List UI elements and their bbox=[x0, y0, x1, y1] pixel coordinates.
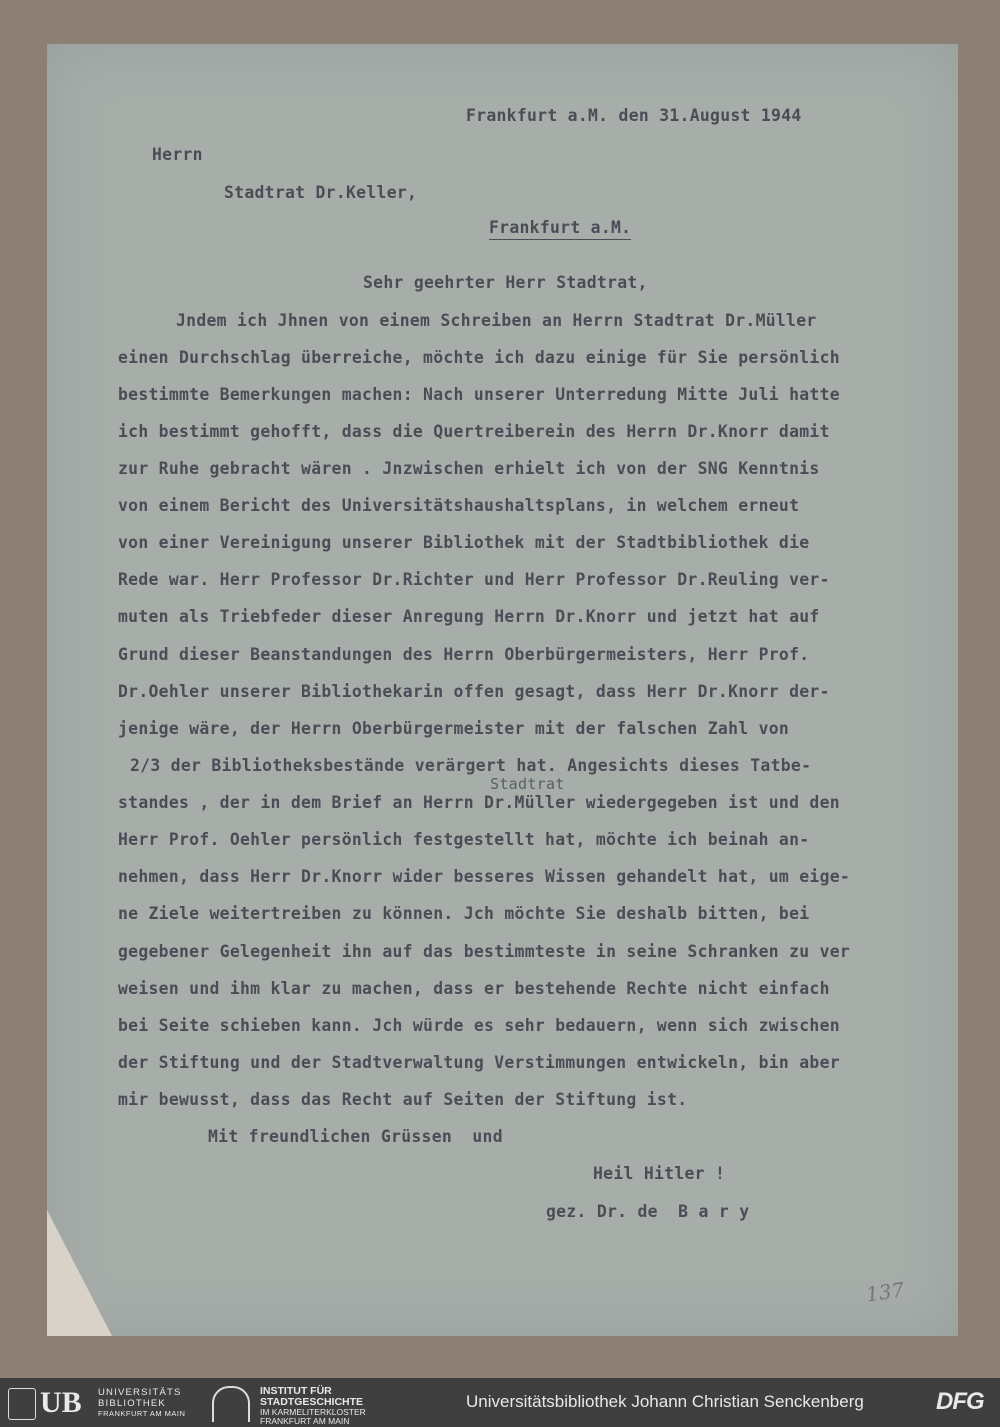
recipient-city: Frankfurt a.M. bbox=[489, 218, 631, 240]
footer-bar bbox=[0, 1378, 1000, 1427]
interlinear-insert: Stadtrat bbox=[490, 775, 565, 793]
body-line: standes , der in dem Brief an Herrn Dr.Müller wiedergegeben ist und den bbox=[118, 793, 840, 812]
body-line: bestimmte Bemerkungen machen: Nach unserer Unterredung Mitte Juli hatte bbox=[118, 385, 840, 404]
body-line: der Stiftung und der Stadtverwaltung Verstimmungen entwickeln, bin aber bbox=[118, 1053, 840, 1072]
body-line: einen Durchschlag überreiche, möchte ich dazu einige für Sie persönlich bbox=[118, 348, 840, 367]
date-line: Frankfurt a.M. den 31.August 1944 bbox=[466, 106, 802, 125]
ifs-line: STADTGESCHICHTE bbox=[260, 1396, 364, 1408]
ub-line: BIBLIOTHEK bbox=[98, 1397, 166, 1409]
body-line: Dr.Oehler unserer Bibliothekarin offen gesagt, dass Herr Dr.Knorr der- bbox=[118, 682, 830, 701]
body-line: gegebener Gelegenheit ihn auf das bestimmteste in seine Schranken zu ver bbox=[118, 942, 851, 961]
body-line: ne Ziele weitertreiben zu können. Jch möchte Sie deshalb bitten, bei bbox=[118, 904, 810, 923]
body-line: bei Seite schieben kann. Jch würde es sehr bedauern, wenn sich zwischen bbox=[118, 1016, 840, 1035]
ifs-text bbox=[260, 1386, 366, 1426]
closing-salute: Heil Hitler ! bbox=[593, 1164, 726, 1183]
body-line: zur Ruhe gebracht wären . Jnzwischen erhielt ich von der SNG Kenntnis bbox=[118, 459, 820, 478]
body-line: Herr Prof. Oehler persönlich festgestellt hat, möchte ich beinah an- bbox=[118, 830, 810, 849]
ifs-line: IM KARMELITERKLOSTER bbox=[260, 1407, 366, 1417]
ub-mark: UB bbox=[40, 1386, 82, 1419]
body-line: mir bewusst, dass das Recht auf Seiten der Stiftung ist. bbox=[118, 1090, 688, 1109]
body-line: von einer Vereinigung unserer Bibliothek mit der Stadtbibliothek die bbox=[118, 533, 810, 552]
body-line: 2/3 der Bibliotheksbestände verärgert hat. Angesichts dieses Tatbe- bbox=[130, 756, 812, 775]
body-line: Rede war. Herr Professor Dr.Richter und Herr Professor Dr.Reuling ver- bbox=[118, 570, 830, 589]
ub-logo[interactable] bbox=[8, 1384, 198, 1422]
recipient-name: Stadtrat Dr.Keller, bbox=[224, 183, 418, 202]
signature: gez. Dr. de B a r y bbox=[546, 1202, 750, 1221]
closing: Mit freundlichen Grüssen und bbox=[208, 1127, 503, 1146]
body-line: muten als Triebfeder dieser Anregung Herrn Dr.Knorr und jetzt hat auf bbox=[118, 607, 820, 626]
body-line: nehmen, dass Herr Dr.Knorr wider besseres Wissen gehandelt hat, um eige- bbox=[118, 867, 851, 886]
pencil-folio-number: 137 bbox=[864, 1277, 906, 1307]
seal-icon bbox=[8, 1388, 36, 1420]
body-line: Grund dieser Beanstandungen des Herrn Oberbürgermeisters, Herr Prof. bbox=[118, 645, 810, 664]
body-line: Jndem ich Jhnen von einem Schreiben an Herrn Stadtrat Dr.Müller bbox=[176, 311, 817, 330]
ub-line: FRANKFURT AM MAIN bbox=[98, 1409, 186, 1418]
dfg-logo[interactable]: DFG bbox=[936, 1388, 984, 1415]
ifs-line: INSTITUT FÜR bbox=[260, 1385, 332, 1397]
body-line: von einem Bericht des Universitätshaushaltsplans, in welchem erneut bbox=[118, 496, 800, 515]
ub-text bbox=[98, 1388, 185, 1420]
body-line: ich bestimmt gehofft, dass die Quertreiberein des Herrn Dr.Knorr damit bbox=[118, 422, 830, 441]
body-line: jenige wäre, der Herrn Oberbürgermeister mit der falschen Zahl von bbox=[118, 719, 790, 738]
arch-icon bbox=[212, 1386, 250, 1422]
salutation-herr: Herrn bbox=[152, 145, 203, 164]
footer-library-name: Universitätsbibliothek Johann Christian Senckenberg bbox=[466, 1392, 864, 1411]
ifs-logo[interactable] bbox=[212, 1384, 412, 1426]
greeting: Sehr geehrter Herr Stadtrat, bbox=[363, 273, 648, 292]
ifs-line: FRANKFURT AM MAIN bbox=[260, 1416, 350, 1426]
ub-line: UNIVERSITÄTS bbox=[98, 1387, 182, 1398]
body-line: weisen und ihm klar zu machen, dass er bestehende Rechte nicht einfach bbox=[118, 979, 830, 998]
